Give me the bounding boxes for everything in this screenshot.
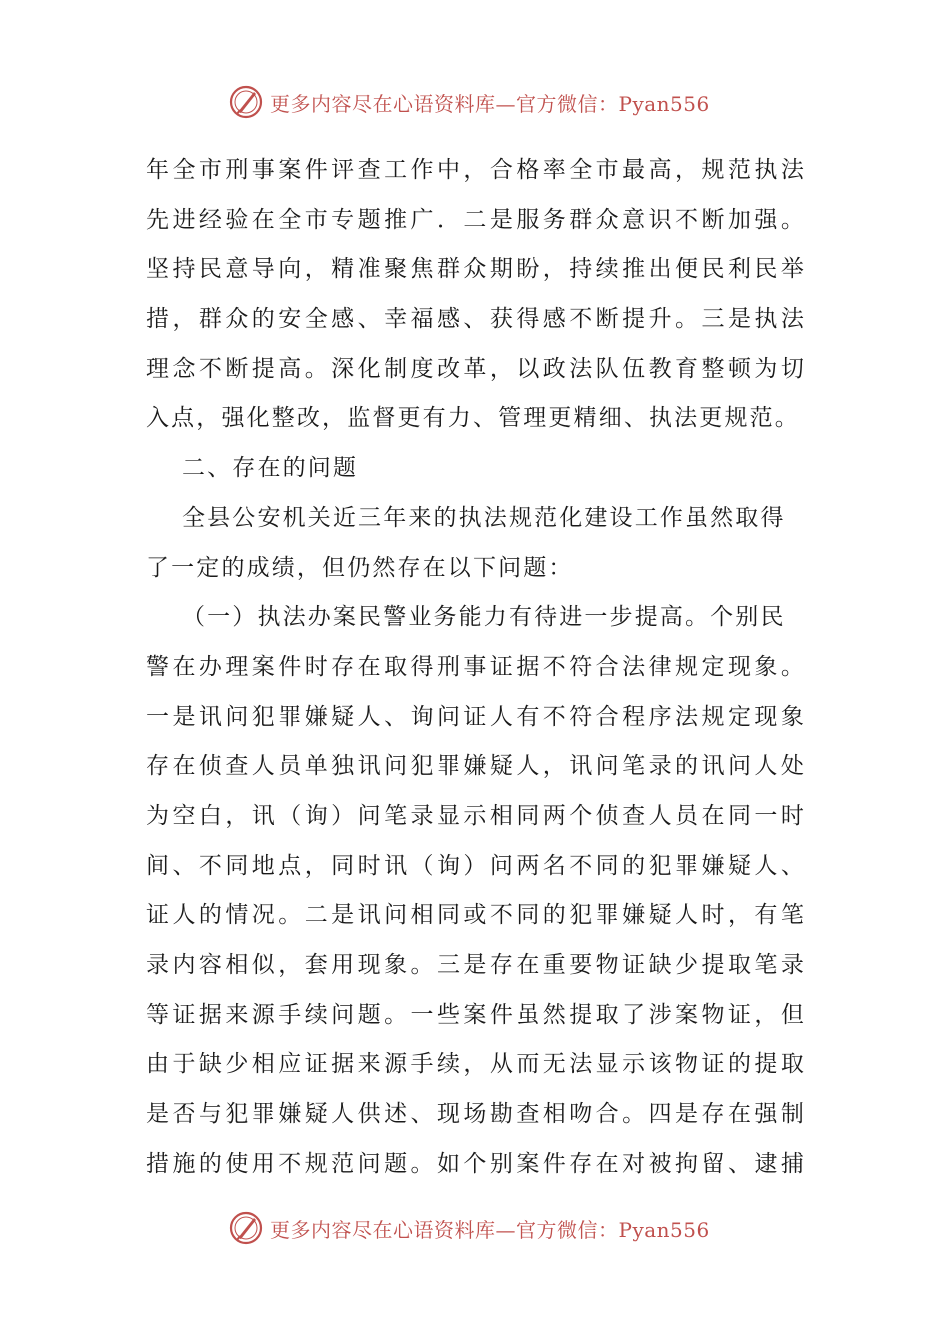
body-text [146,146,806,1189]
text-line: 存在侦查人员单独讯问犯罪嫌疑人，讯问笔录的讯问人处 [146,753,806,780]
text-line: 等证据来源手续问题。一些案件虽然提取了涉案物证，但 [146,1001,806,1028]
text-line: 一是讯问犯罪嫌疑人、询问证人有不符合程序法规定现象 [146,703,806,730]
quill-logo-icon [228,84,264,120]
quill-logo-icon [228,1210,264,1246]
text-line: 理念不断提高。深化制度改革，以政法队伍教育整顿为切 [146,355,806,382]
text-line: （一）执法办案民警业务能力有待进一步提高。个别民 [182,604,786,631]
text-line: 警在办理案件时存在取得刑事证据不符合法律规定现象。 [146,653,806,680]
text-line: 入点，强化整改，监督更有力、管理更精细、执法更规范。 [146,405,800,432]
text-line: 措，群众的安全感、幸福感、获得感不断提升。三是执法 [146,306,806,333]
text-line: 措施的使用不规范问题。如个别案件存在对被拘留、逮捕 [146,1150,806,1177]
watermark-text: 更多内容尽在心语资料库—官方微信：Pyan556 [270,91,710,116]
text-line: 为空白，讯（询）问笔录显示相同两个侦查人员在同一时 [146,802,806,829]
watermark-text: 更多内容尽在心语资料库—官方微信：Pyan556 [270,1217,710,1242]
watermark-footer [228,1208,710,1248]
text-line: 先进经验在全市专题推广．二是服务群众意识不断加强。 [146,206,806,233]
text-line: 全县公安机关近三年来的执法规范化建设工作虽然取得 [182,504,786,531]
text-line: 录内容相似，套用现象。三是存在重要物证缺少提取笔录 [146,952,806,978]
text-line: 年全市刑事案件评查工作中，合格率全市最高，规范执法 [146,157,806,183]
section-heading: 二、存在的问题 [182,455,359,482]
text-line: 由于缺少相应证据来源手续，从而无法显示该物证的提取 [146,1051,806,1078]
text-line: 间、不同地点，同时讯（询）问两名不同的犯罪嫌疑人、 [146,852,806,879]
text-line: 坚持民意导向，精准聚焦群众期盼，持续推出便民利民举 [146,256,806,283]
text-line: 了一定的成绩，但仍然存在以下问题： [146,554,574,581]
watermark-header [228,82,710,122]
text-line: 是否与犯罪嫌疑人供述、现场勘查相吻合。四是存在强制 [146,1101,806,1128]
text-line: 证人的情况。二是讯问相同或不同的犯罪嫌疑人时，有笔 [146,902,806,929]
